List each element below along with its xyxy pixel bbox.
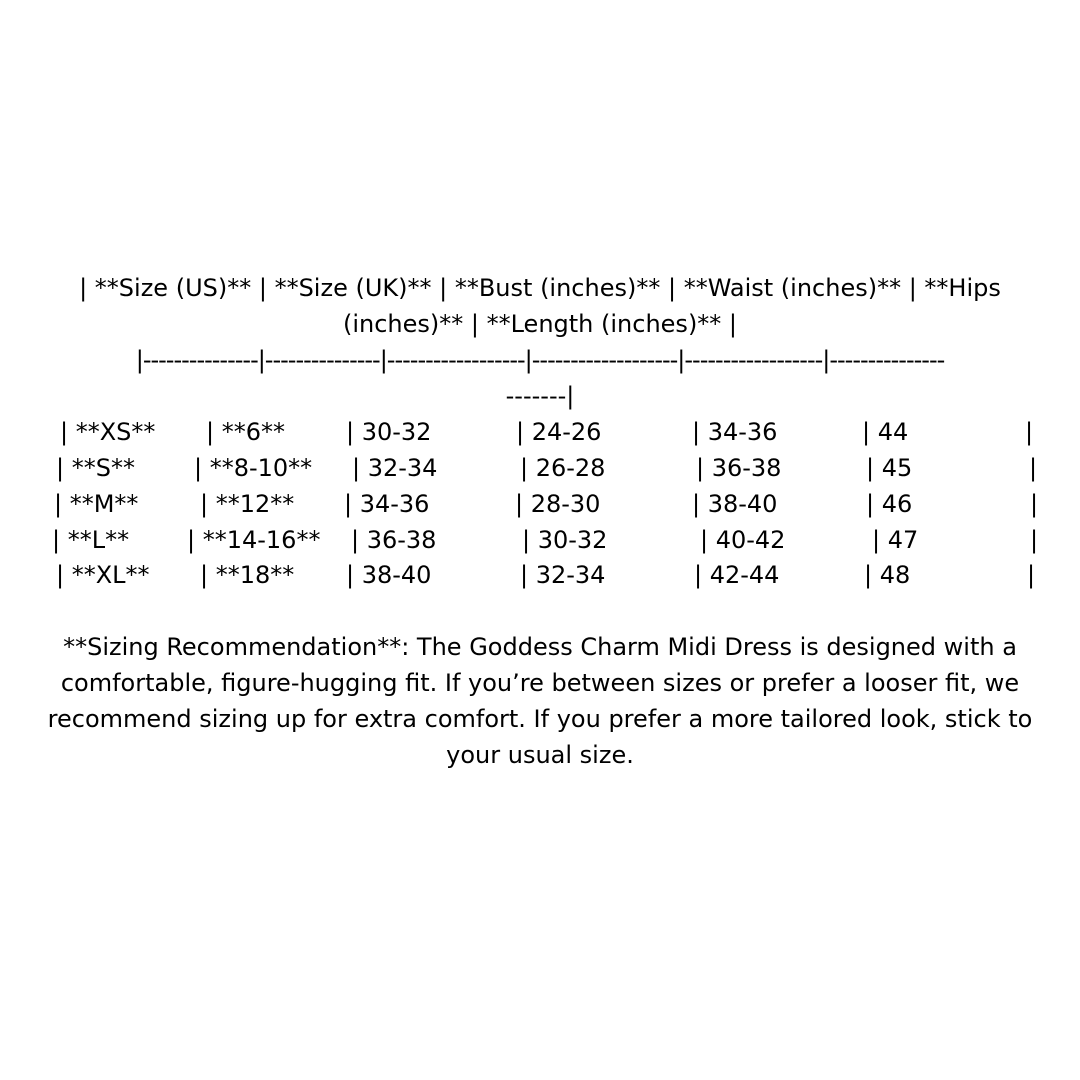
row-l-end: | — [1030, 526, 1039, 554]
row-s-size-us: | **S** — [56, 454, 135, 482]
row-s-hips: | 36-38 — [696, 454, 782, 482]
row-xs-waist: | 24-26 — [516, 418, 602, 446]
sizing-recommendation: **Sizing Recommendation**: The Goddess Charm Midi Dress is designed with a comfortable, figure-hugging fit. If you’re between sizes or prefer a looser fit, we recommend sizing up for extra comfort. If you prefer a more tailored look, stick to your usual size. — [47, 633, 1033, 769]
row-s-end: | — [1029, 454, 1038, 482]
table-separator-line-1: |---------------|---------------|------------------|-------------------|------------------|--------------- — [135, 346, 945, 374]
row-s-length: | 45 — [866, 454, 913, 482]
row-l-size-us: | **L** — [52, 526, 130, 554]
row-xl-waist: | 32-34 — [520, 561, 606, 589]
row-xl-end: | — [1027, 561, 1036, 589]
row-xl-size-us: | **XL** — [56, 561, 150, 589]
row-xs-end: | — [1025, 418, 1034, 446]
row-m-waist: | 28-30 — [515, 490, 601, 518]
row-xs-length: | 44 — [862, 418, 909, 446]
row-l-hips: | 40-42 — [700, 526, 786, 554]
table-header-line-1: | **Size (US)** | **Size (UK)** | **Bust (inches)** | **Waist (inches)** | **Hips — [79, 274, 1001, 302]
row-xs-bust: | 30-32 — [346, 418, 432, 446]
table-header-line-2: (inches)** | **Length (inches)** | — [342, 310, 738, 338]
row-xl-length: | 48 — [864, 561, 911, 589]
row-s-waist: | 26-28 — [520, 454, 606, 482]
row-s-bust: | 32-34 — [352, 454, 438, 482]
row-xs-hips: | 34-36 — [692, 418, 778, 446]
row-xs-size-uk: | **6** — [206, 418, 285, 446]
row-m-length: | 46 — [866, 490, 913, 518]
row-m-size-us: | **M** — [54, 490, 139, 518]
row-xl-size-uk: | **18** — [200, 561, 295, 589]
row-m-size-uk: | **12** — [200, 490, 295, 518]
row-l-waist: | 30-32 — [522, 526, 608, 554]
row-m-hips: | 38-40 — [692, 490, 778, 518]
row-l-size-uk: | **14-16** — [187, 526, 321, 554]
row-xl-bust: | 38-40 — [346, 561, 432, 589]
row-l-bust: | 36-38 — [351, 526, 437, 554]
row-m-bust: | 34-36 — [344, 490, 430, 518]
row-s-size-uk: | **8-10** — [194, 454, 313, 482]
row-xl-hips: | 42-44 — [694, 561, 780, 589]
row-xs-size-us: | **XS** — [60, 418, 156, 446]
row-l-length: | 47 — [872, 526, 919, 554]
table-separator-line-2: -------| — [505, 382, 575, 410]
row-m-end: | — [1030, 490, 1039, 518]
